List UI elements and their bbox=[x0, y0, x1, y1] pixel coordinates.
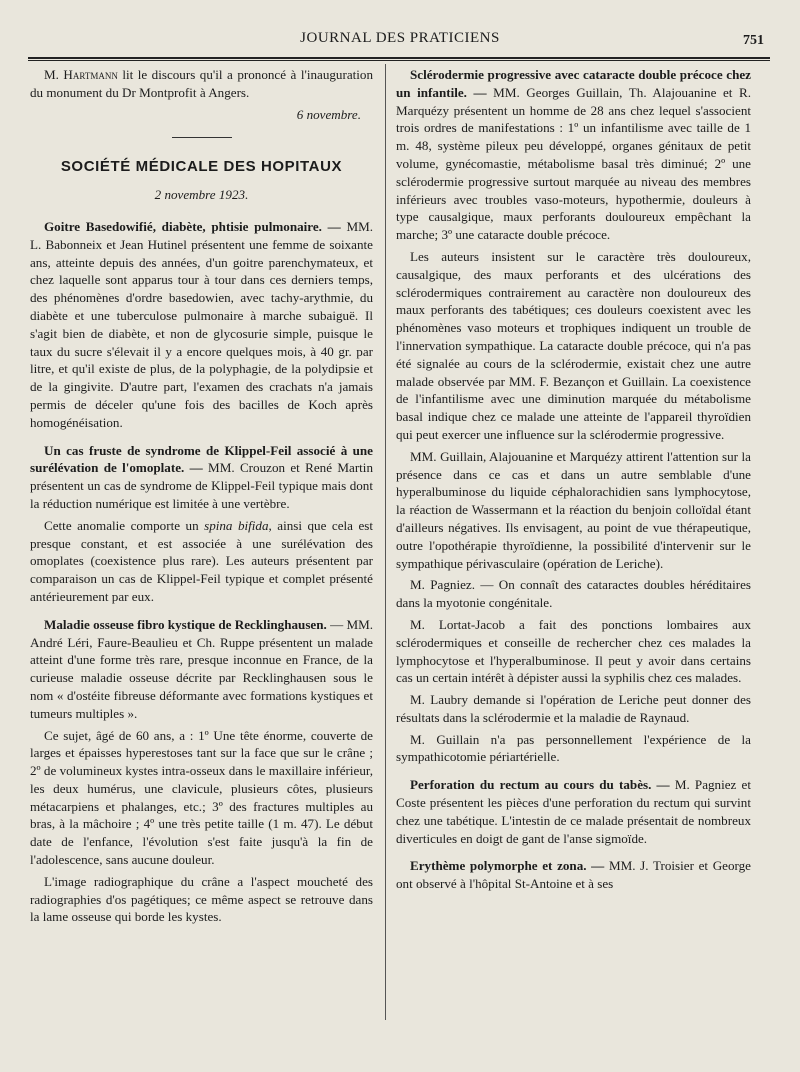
header-rule bbox=[28, 57, 770, 59]
article-erytheme-title: Erythème polymorphe et zona. — bbox=[410, 858, 605, 874]
intro-date: 6 novembre. bbox=[296, 106, 361, 122]
society-heading: SOCIÉTÉ MÉDICALE DES HOPITAUX bbox=[60, 158, 343, 176]
page-header bbox=[30, 30, 770, 54]
article-goitre-text: MM. L. Babonneix et Jean Hutinel présentent une femme de soixante ans, atteinte depuis des années, d'un goitre parenchymateux, et chez laquelle sont apparus tour à tour dans ces derniers temps, des phénomènes d'ordre basedowien, avec tachy-arythmie, du diabète et une tuberculose pulmonaire à marche subaiguë. Il s'agit bien de diabète, et non de glycosurie simple, puisque le taux du sucre s'élevait il y a encore quelques mois, à 40 gr. par litre, et qu'il existe de plus, de la polyphagie, de la polydipsie et de la gingivite. D'autre part, l'examen des crachats n'a jamais permis de déceler qu'une fois des bacilles de Koch après homogénéisation. bbox=[30, 218, 373, 430]
section-separator bbox=[172, 137, 232, 138]
article-perforation bbox=[396, 776, 751, 847]
comment-lortat-jacob: M. Lortat-Jacob a fait des ponctions lombaires aux sclérodermiques et conseille de rechercher chez ces malades la lymphocytose et l'hyperalbuminose. Il peut y avoir dans certains cas un certain intérêt à dépister aussi la syphilis chez ces malades. bbox=[396, 616, 751, 686]
comment-guillain: M. Guillain n'a pas personnellement l'expérience de la sympathicotomie périartérielle. bbox=[396, 731, 751, 765]
intro-lead: M. Hartmann bbox=[44, 67, 118, 82]
intro-text: lit le discours qu'il a prononcé à l'inauguration du monument du Dr Montprofit à Angers. bbox=[30, 67, 374, 100]
right-column bbox=[396, 66, 751, 897]
article-recklinghausen bbox=[30, 616, 373, 723]
article-klippel-feil bbox=[30, 442, 373, 513]
page-number: 751 bbox=[743, 33, 764, 48]
article-recklinghausen-text: — MM. André Léri, Faure-Beaulieu et Ch. Ruppe présentent un malade atteint d'une forme très rare, presque inconnue en France, de la curieuse maladie osseuse décrite par Recklinghausen sous le nom « d'ostéite fibreuse déformante avec formations kystiques et tumeurs multiples ». bbox=[30, 616, 374, 721]
society-date: 2 novembre 1923. bbox=[154, 187, 249, 203]
journal-title: JOURNAL DES PRATICIENS bbox=[300, 30, 500, 46]
left-column bbox=[30, 66, 373, 930]
article-sclerodermie-title: Sclérodermie progressive avec cataracte double précoce chez un infantile. — bbox=[396, 67, 751, 100]
klippel-p2-italic: spina bifida bbox=[204, 517, 269, 533]
comment-pagniez: M. Pagniez. — On connaît des cataractes doubles héréditaires dans la myotonie congénitale. bbox=[396, 577, 751, 611]
article-klippel-feil-text: MM. Crouzon et René Martin présentent un cas de syndrome de Klippel-Feil typique mais dont la réduction numérique est limitée à une vertèbre. bbox=[30, 460, 373, 511]
column-divider bbox=[385, 64, 386, 1020]
klippel-p2-b: , ainsi que cela est presque constant, et est associée à une surélévation des omoplates (coexistence plus rare). Les auteurs présentent par comparaison un cas de Klippel-Feil typique et complet présenté antérieurement par eux. bbox=[30, 517, 373, 604]
article-perforation-text: M. Pagniez et Coste présentent les pièces d'une perforation du rectum qui survint chez une tabétique. L'intestin de ce malade présentait de nombreux diverticules en doigt de gant de l'anse sigmoïde. bbox=[396, 777, 751, 846]
article-recklinghausen-p2: Ce sujet, âgé de 60 ans, a : 1º Une tête énorme, couverte de larges et épaisses hyperestoses tant sur la face que sur le crâne ; 2º de volumineux kystes intra-osseux dans le maxillaire inférieur, les deux humérus, une clavicule, plusieurs côtes, plusieurs métacarpiens et phalanges, etc.; 3º des fractures multiples au bras, à la mâchoire ; 4º une très petite taille (1 m. 47). Le début date de l'enfance, l'évolution s'est faite jusqu'à la fin de l'adolescence, sans aucune douleur. bbox=[30, 727, 373, 868]
article-erytheme-text: MM. J. Troisier et George ont observé à l'hôpital St-Antoine et à ses bbox=[396, 858, 751, 892]
article-goitre bbox=[30, 218, 373, 432]
article-goitre-title: Goitre Basedowifié, diabète, phtisie pulmonaire. — bbox=[44, 218, 341, 234]
article-perforation-title: Perforation du rectum au cours du tabès. — bbox=[410, 777, 670, 793]
article-sclerodermie-text: MM. Georges Guillain, Th. Alajouanine et R. Marquézy présentent un homme de 28 ans chez lequel s'associent trois ordres de manifestations : 1º un infantilisme avec taille de 1 m. 48, système pileux peu développé, organes génitaux de petit volume, gynécomastie, métabolisme basal très diminué; 2º une sclérodermie progressive surtout marquée au niveau des membres inférieurs avec troubles vaso-moteurs, hypothermie, douleurs à type causalgique, maux perforants douloureux empêchant la marche; 3º une cataracte double précoce. bbox=[396, 84, 752, 243]
article-sclerodermie-p3: MM. Guillain, Alajouanine et Marquézy attirent l'attention sur la présence dans ce cas et dans un autre semblable d'une hyperalbuminose du liquide céphalorachidien sans lymphocytose, la réaction de Wassermann et la réaction du benjoin colloïdal étant d'ailleurs négatives. Ils envisagent, au point de vue thérapeutique, outre l'opothérapie thyroïdienne, la possibilité d'intervenir sur le sympathique périvasculaire (opération de Leriche). bbox=[396, 448, 751, 571]
article-sclerodermie-p2: Les auteurs insistent sur le caractère très douloureux, causalgique, des maux perforants et des ulcérations des sclérodermiques contrairement au caractère non douloureux des maux perforants des tabétiques; ces douleurs coexistent avec les phénomènes vaso moteurs et trophiques indiquent un trouble de l'innervation sympathique. La cataracte double précoce, qui n'a pas été signalée au cours de la sclérodermie, existait chez une autre malade observée par MM. F. Bezançon et Guillain. La coexistence de l'infantilisme avec une diminution marquée du métabolisme basal indique chez ce malade une atteinte de l'appareil thyroïdien qui peut exercer une influence sur la sclérodermie progressive. bbox=[396, 248, 751, 442]
article-recklinghausen-title: Maladie osseuse fibro kystique de Recklinghausen. bbox=[44, 616, 327, 632]
article-sclerodermie bbox=[396, 66, 751, 244]
klippel-p2-a: Cette anomalie comporte un bbox=[44, 517, 205, 533]
article-erytheme bbox=[396, 857, 751, 893]
article-recklinghausen-p3: L'image radiographique du crâne a l'aspect moucheté des radiographies d'os pagétiques; ce même aspect se retrouve dans la lame osseuse qui borde les kystes. bbox=[30, 873, 373, 925]
header-rule-thin bbox=[28, 60, 770, 61]
intro-paragraph bbox=[30, 66, 373, 102]
comment-laubry: M. Laubry demande si l'opération de Leriche peut donner des résultats dans la sclérodermie et la maladie de Raynaud. bbox=[396, 692, 751, 725]
article-klippel-feil-p2 bbox=[30, 517, 373, 606]
article-klippel-feil-title: Un cas fruste de syndrome de Klippel-Feil associé à une surélévation de l'omoplate. — bbox=[30, 442, 373, 476]
